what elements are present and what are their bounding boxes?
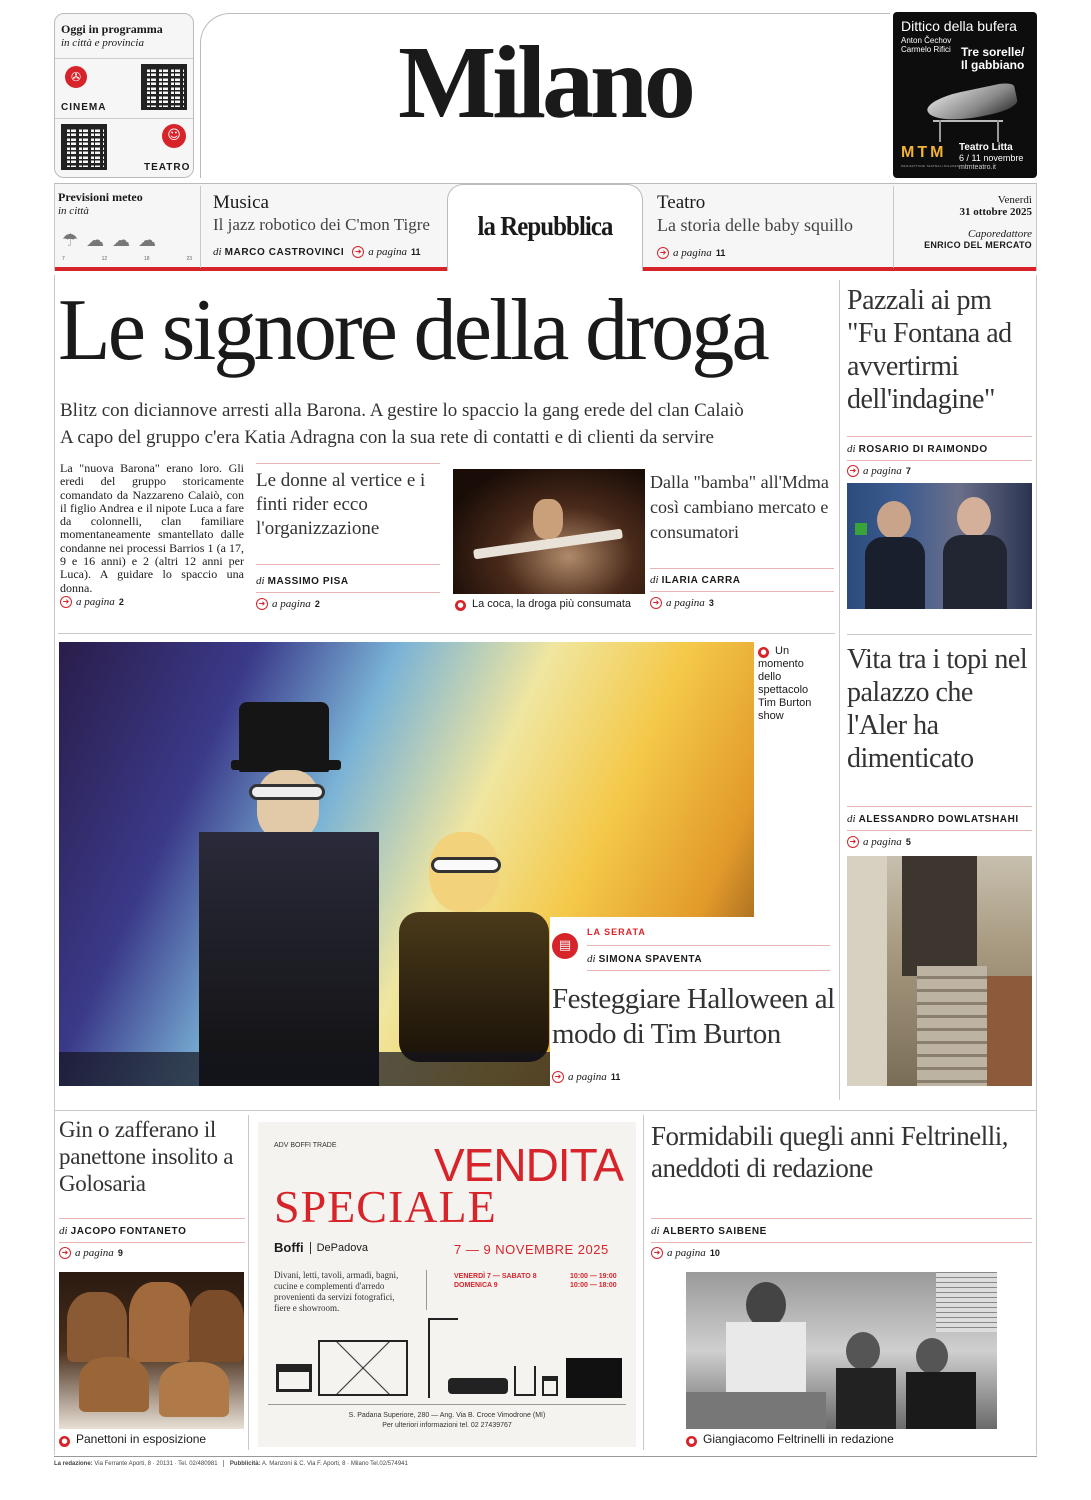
ad-boffi-word2: SPECIALE	[274, 1181, 497, 1232]
stool-icon	[542, 1376, 558, 1396]
arrow-right-icon: ➜	[59, 1247, 71, 1259]
cocaine-caption: ● La coca, la droga più consumata	[455, 598, 631, 611]
logo-box	[447, 184, 643, 271]
newspaper-icon: ▤	[552, 933, 578, 959]
sub1-byline: di MASSIMO PISA	[256, 575, 349, 587]
arrow-right-icon: ➜	[657, 247, 669, 259]
ad-boffi-kicker: ADV BOFFI TRADE	[274, 1142, 337, 1149]
aler-story[interactable]	[847, 643, 1032, 853]
ad-theater-plays: Tre sorelle/ Il gabbiano	[961, 45, 1025, 72]
dateline	[896, 194, 1032, 250]
feltrinelli-headline: Formidabili quegli anni Feltrinelli, aneddoti di redazione	[651, 1121, 1008, 1183]
meteo-hour: 12	[101, 256, 108, 262]
cocaine-photo	[453, 469, 645, 594]
footer	[54, 1460, 1037, 1467]
panettone-photo	[59, 1272, 244, 1429]
ad-boffi-brand1: Boffi	[274, 1240, 304, 1255]
meteo-hour: 18	[144, 256, 150, 262]
show-byline: di SIMONA SPAVENTA	[587, 953, 703, 965]
cloud-icon: ☁	[138, 229, 157, 251]
footer-redazione-label: La redazione:	[54, 1461, 93, 1468]
chair-icon	[514, 1366, 536, 1396]
teatro-headline: La storia delle baby squillo	[657, 215, 853, 235]
camera-icon: ●	[758, 647, 769, 658]
teatro-teaser[interactable]	[657, 192, 889, 267]
musica-page-link[interactable]: ➜ a pagina 11	[352, 246, 420, 258]
aler-byline: di ALESSANDRO DOWLATSHAHI	[847, 813, 1019, 825]
ad-boffi-hours1: 10:00 — 19:00	[570, 1273, 617, 1280]
arrow-right-icon: ➜	[651, 1247, 663, 1259]
cinema-icon: ✇	[65, 66, 87, 88]
aler-headline: Vita tra i topi nel palazzo che l'Aler ha dimenticato	[847, 644, 1028, 774]
pazzali-headline: Pazzali ai pm "Fu Fontana ad avvertirmi dell'indagine"	[847, 285, 1012, 415]
cloud-icon: ☁	[112, 229, 131, 251]
feltrinelli-page-link[interactable]: ➜ a pagina 10	[651, 1247, 720, 1259]
meteo-hour: 7	[62, 256, 65, 262]
ad-boffi-days1: VENERDÌ 7 — SABATO 8	[454, 1273, 537, 1280]
ad-boffi-hours2: 10:00 — 18:00	[570, 1282, 617, 1289]
lead-deck-2: A capo del gruppo c'era Katia Adragna con la sua rete di contatti e di clienti da servire	[60, 427, 714, 448]
camera-icon: ●	[59, 1436, 70, 1447]
ad-boffi-word1: VENDITA	[434, 1139, 623, 1191]
teatro-section: Teatro	[657, 192, 706, 213]
ad-theater-logo-caption: MANIFATTURE TEATRALI MILANESI	[901, 164, 961, 168]
date-full: 31 ottobre 2025	[959, 206, 1032, 218]
sub2-page-link[interactable]: ➜ a pagina 3	[650, 597, 714, 609]
ad-boffi-info: Per ulteriori informazioni tel. 02 27439767	[382, 1422, 512, 1429]
ad-boffi-dates: 7 — 9 NOVEMBRE 2025	[454, 1242, 609, 1257]
arrow-right-icon: ➜	[60, 596, 72, 608]
arrow-right-icon: ➜	[552, 1071, 564, 1083]
cinema-label: CINEMA	[61, 102, 107, 113]
show-story[interactable]	[550, 917, 835, 1087]
ad-boffi[interactable]	[258, 1122, 636, 1447]
bed-icon	[448, 1378, 508, 1394]
sub2-byline: di ILARIA CARRA	[650, 574, 741, 586]
lamp-icon	[428, 1318, 430, 1398]
meteo-title: Previsioni meteo	[58, 190, 143, 204]
rain-cloud-icon: ☁	[86, 229, 105, 251]
footer-pubblicita-label: Pubblicità:	[229, 1461, 261, 1468]
lead-page-link[interactable]: ➜ a pagina 2	[60, 596, 124, 608]
meteo-box	[58, 190, 196, 265]
footer-redazione: Via Ferrante Aporti, 8 · 20131 · Tel. 02/480981	[94, 1461, 218, 1468]
ad-theater-logo: MTM	[901, 144, 947, 161]
pazzali-page-link[interactable]: ➜ a pagina 7	[847, 465, 911, 477]
repubblica-logo: la Repubblica	[477, 211, 613, 241]
programma-subtitle: in città e provincia	[61, 37, 144, 49]
lead-deck-1: Blitz con diciannove arresti alla Barona. A gestire lo spaccio la gang erede del clan Calaiò	[60, 400, 744, 421]
gin-page-link[interactable]: ➜ a pagina 9	[59, 1247, 123, 1259]
show-caption: ● Un momento dello spettacolo Tim Burton show	[758, 645, 812, 722]
meteo-hour: 23	[186, 256, 192, 262]
cinema-qr-code[interactable]	[141, 64, 187, 110]
arrow-right-icon: ➜	[352, 246, 364, 258]
camera-icon: ●	[686, 1436, 697, 1447]
lead-body: La "nuova Barona" erano loro. Gli eredi del gruppo storicamente comandato da Nazzareno Calaiò, con il figlio Andrea e il nipote Luca a fare da colonnelli, clan familiare momentaneamente smantellato dalle condanne nei processi Barrios 1 (a 17, 9 e 16 anni) e 2 (altri 12 anni per Luca). A guidare lo spaccio una donna.	[60, 461, 244, 595]
show-page-link[interactable]: ➜ a pagina 11	[552, 1071, 620, 1083]
teatro-label: TEATRO	[144, 162, 191, 173]
feltrinelli-story[interactable]	[651, 1120, 1032, 1270]
editor-name: ENRICO DEL MERCATO	[924, 240, 1032, 250]
sub-story-2[interactable]	[650, 463, 834, 611]
camera-icon: ●	[455, 600, 466, 611]
feltrinelli-caption: ● Giangiacomo Feltrinelli in redazione	[686, 1432, 894, 1447]
arrow-right-icon: ➜	[650, 597, 662, 609]
wardrobe-icon	[318, 1340, 408, 1396]
arrow-right-icon: ➜	[847, 465, 859, 477]
rain-cloud-icon: ☂	[62, 229, 79, 251]
gin-headline: Gin o zafferano il panettone insolito a Golosaria	[59, 1117, 234, 1196]
sofa-icon	[276, 1364, 312, 1392]
pazzali-byline: di ROSARIO DI RAIMONDO	[847, 443, 988, 455]
ad-theater-authors: Anton Čechov Carmelo Rifici	[901, 36, 952, 54]
musica-headline: Il jazz robotico dei C'mon Tigre	[213, 215, 430, 234]
editor-role: Caporedattore	[968, 228, 1032, 240]
programma-box	[54, 13, 194, 178]
show-kicker: LA SERATA	[587, 927, 646, 937]
lead-headline: Le signore della droga	[58, 282, 767, 379]
teatro-page-link[interactable]: ➜ a pagina 11	[657, 247, 725, 259]
pazzali-photo	[847, 483, 1032, 609]
teatro-icon: ☺	[162, 124, 186, 148]
ad-theater-venue: Teatro Litta	[959, 142, 1013, 153]
gin-byline: di JACOPO FONTANETO	[59, 1225, 187, 1237]
gin-story[interactable]	[59, 1116, 245, 1266]
aler-stairwell-photo	[847, 856, 1032, 1086]
musica-teaser[interactable]	[213, 192, 445, 267]
ad-theater-dates: 6 / 11 novembre	[959, 153, 1024, 163]
ad-theater-site: mtmteatro.it	[959, 164, 996, 171]
teatro-qr-code[interactable]	[61, 124, 107, 170]
arrow-right-icon: ➜	[256, 598, 268, 610]
ad-boffi-description: Divani, letti, tavoli, armadi, bagni, cucine e complementi d'arredo provenienti da servizi fotografici, fiere e showroom.	[274, 1270, 399, 1313]
ad-theater[interactable]	[893, 12, 1037, 178]
musica-section: Musica	[213, 192, 269, 213]
date-day: Venerdì	[997, 194, 1032, 206]
aler-page-link[interactable]: ➜ a pagina 5	[847, 836, 911, 848]
programma-title: Oggi in programma	[61, 22, 163, 36]
sub-story-1[interactable]	[256, 463, 440, 611]
musica-byline: di MARCO CASTROVINCI	[213, 246, 345, 258]
panettone-caption: ● Panettoni in esposizione	[59, 1432, 206, 1447]
kitchen-icon	[566, 1358, 622, 1398]
show-headline: Festeggiare Halloween al modo di Tim Burton	[552, 983, 835, 1050]
footer-pubblicita: A. Manzoni & C. Via F. Aporti, 8 · Milano Tel.02/574941	[261, 1461, 408, 1468]
feltrinelli-byline: di ALBERTO SAIBENE	[651, 1225, 767, 1237]
arrow-right-icon: ➜	[847, 836, 859, 848]
sub2-headline: Dalla "bamba" all'Mdma così cambiano mercato e consumatori	[650, 472, 829, 542]
sub1-headline: Le donne al vertice e i finti rider ecco l'organizzazione	[256, 470, 426, 539]
ad-boffi-brand2: DePadova	[316, 1241, 368, 1254]
ad-boffi-address: S. Padana Superiore, 280 — Ang. Via B. Croce Vimodrone (MI)	[348, 1412, 546, 1419]
feltrinelli-photo	[686, 1272, 997, 1429]
ad-theater-title: Dittico della bufera	[901, 18, 1017, 34]
masthead-title: Milano	[398, 25, 692, 140]
sub1-page-link[interactable]: ➜ a pagina 2	[256, 598, 320, 610]
ad-boffi-days2: DOMENICA 9	[454, 1282, 498, 1289]
meteo-subtitle: in città	[58, 205, 89, 217]
